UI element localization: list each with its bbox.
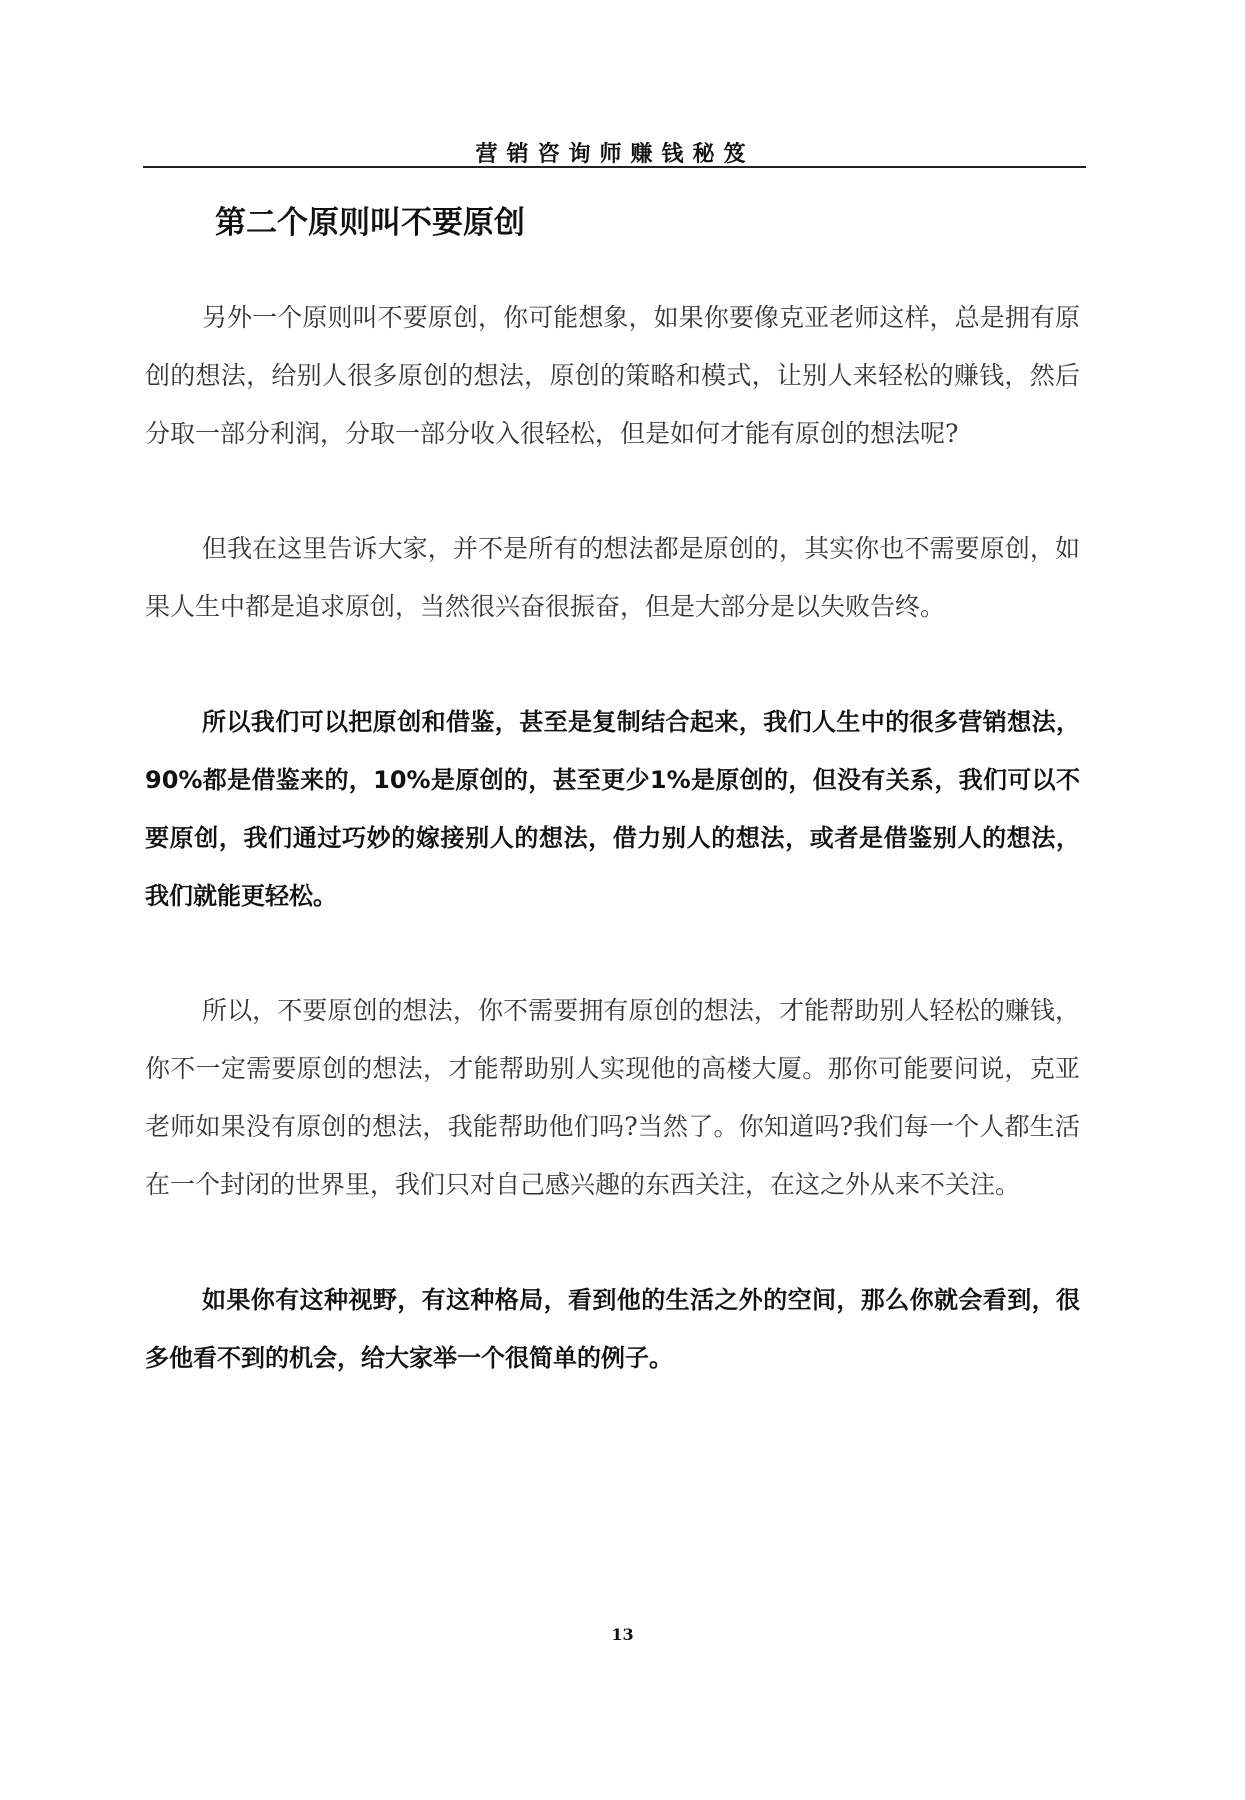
paragraph: 但我在这里告诉大家，并不是所有的想法都是原创的，其实你也不需要原创，如果人生中都是追求原创，当然很兴奋很振奋，但是大部分是以失败告终。 [145,534,1080,621]
paragraph: 另外一个原则叫不要原创，你可能想象，如果你要像克亚老师这样，总是拥有原创的想法，给别人很多原创的想法，原创的策略和模式，让别人来轻松的赚钱，然后分取一部分利润，分取一部分收入很轻松，但是如何才能有原创的想法呢? [145,303,1080,448]
paragraph-gap [145,463,1080,520]
header-divider [143,166,1086,168]
page-number: 13 [611,1625,634,1644]
section-title: 第二个原则叫不要原创 [215,205,525,241]
paragraph-bold: 所以我们可以把原创和借鉴，甚至是复制结合起来，我们人生中的很多营销想法，90%都是借鉴来的，10%是原创的，甚至更少1%是原创的，但没有关系，我们可以不要原创，我们通过巧妙的嫁接别人的想法，借力别人的想法，或者是借鉴别人的想法，我们就能更轻松。 [145,708,1080,910]
paragraph-bold: 如果你有这种视野，有这种格局，看到他的生活之外的空间，那么你就会看到，很多他看不到的机会，给大家举一个很简单的例子。 [145,1286,1080,1372]
paragraph: 所以，不要原创的想法，你不需要拥有原创的想法，才能帮助别人轻松的赚钱，你不一定需要原创的想法，才能帮助别人实现他的高楼大厦。那你可能要问说，克亚老师如果没有原创的想法，我能帮助他们吗?当然了。你知道吗?我们每一个人都生活在一个封闭的世界里，我们只对自己感兴趣的东西关注，在这之外从来不关注。 [145,996,1080,1199]
body-text [145,289,1080,1387]
paragraph-gap [145,636,1080,693]
paragraph-gap [145,925,1080,982]
paragraph-gap [145,1214,1080,1271]
running-header: 营销咨询师赚钱秘笈 [475,142,755,167]
